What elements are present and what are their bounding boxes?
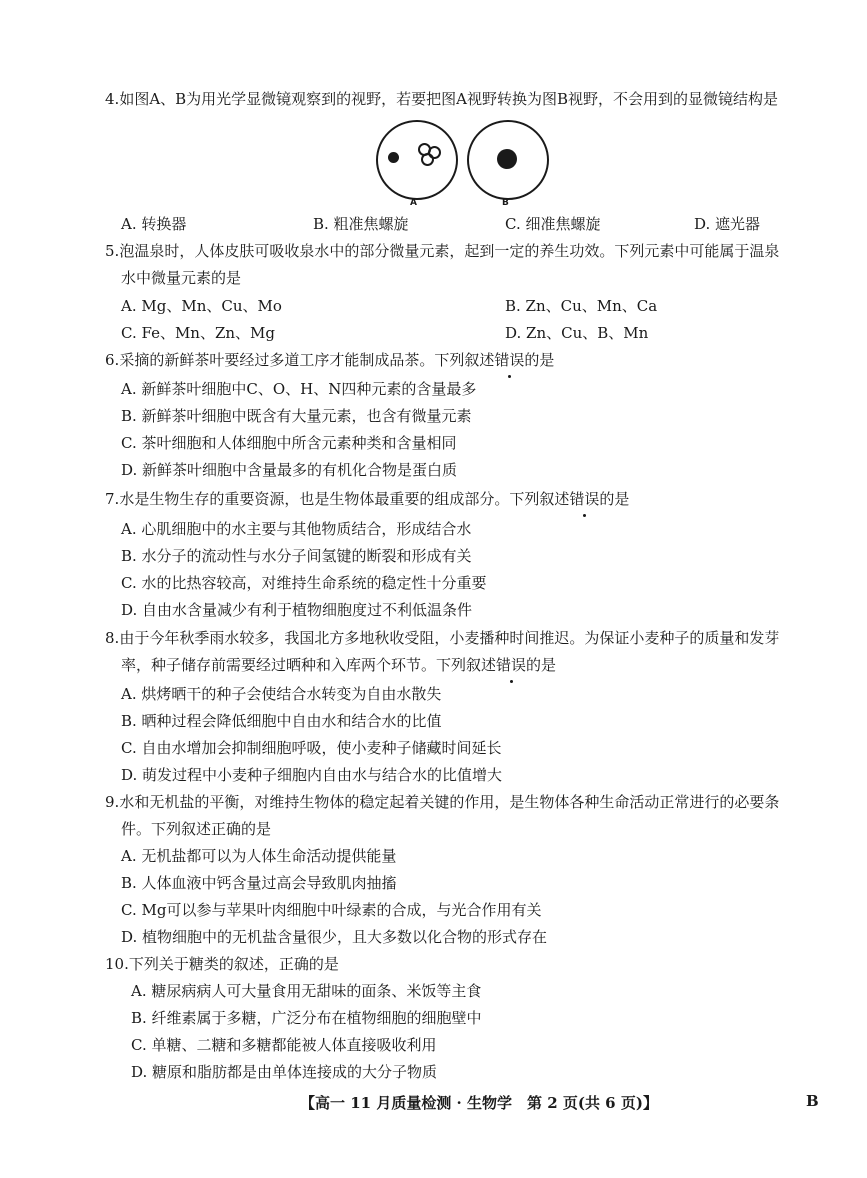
paper-version: B [806, 1092, 819, 1110]
question-7 [105, 486, 825, 513]
question-6 [105, 347, 825, 374]
option-a: A. 无机盐都可以为人体生命活动提供能量 [121, 847, 397, 865]
question-10 [105, 951, 825, 978]
question-number: 6. [105, 351, 120, 369]
cell-dot-large [497, 149, 517, 169]
question-text-end: 的是 [524, 351, 555, 369]
question-number: 9. [105, 793, 120, 811]
option-d: D. 新鲜茶叶细胞中含量最多的有机化合物是蛋白质 [121, 461, 458, 479]
emphasis-text: 错误 [496, 652, 526, 679]
question-text-line1: 泡温泉时，人体皮肤可吸收泉水中的部分微量元素，起到一定的养生功效。下列元素中可能属于温泉 [119, 242, 780, 260]
question-4 [105, 86, 825, 113]
emphasis-text: 错误 [494, 347, 524, 374]
question-number: 7. [105, 490, 120, 508]
figure-label-a: A [410, 198, 417, 208]
option-c: C. 单糖、二糖和多糖都能被人体直接吸收利用 [131, 1036, 437, 1054]
question-text: 下列关于糖类的叙述，正确的是 [128, 955, 339, 973]
option-c: C. 细准焦螺旋 [505, 215, 601, 233]
option-a: A. 转换器 [121, 215, 187, 233]
option-c: C. Fe、Mn、Zn、Mg [121, 324, 276, 342]
option-b: B. 水分子的流动性与水分子间氢键的断裂和形成有关 [121, 547, 472, 565]
option-d: D. 遮光器 [694, 215, 761, 233]
option-a: A. Mg、Mn、Cu、Mo [121, 297, 282, 315]
option-b: B. Zn、Cu、Mn、Ca [505, 297, 658, 315]
question-text: 如图A、B为用光学显微镜观察到的视野，若要把图A视野转换为图B视野，不会用到的显微镜结构是 [119, 90, 779, 108]
question-number: 10. [105, 955, 129, 973]
option-d: D. 自由水含量减少有利于植物细胞度过不利低温条件 [121, 601, 473, 619]
page-footer: 【高一 11 月质量检测 · 生物学 第 2 页(共 6 页)】 [300, 1094, 658, 1112]
question-number: 5. [105, 242, 120, 260]
cell-dot-small [388, 152, 399, 163]
question-number: 8. [105, 629, 120, 647]
question-9-line2: 件。下列叙述正确的是 [121, 820, 272, 838]
option-a: A. 烘烤晒干的种子会使结合水转变为自由水散失 [121, 685, 442, 703]
question-5-line2: 水中微量元素的是 [121, 269, 242, 287]
option-b: B. 粗准焦螺旋 [313, 215, 409, 233]
option-a: A. 新鲜茶叶细胞中C、O、H、N四种元素的含量最多 [121, 380, 477, 398]
option-b: B. 晒种过程会降低细胞中自由水和结合水的比值 [121, 712, 442, 730]
option-a: A. 心肌细胞中的水主要与其他物质结合，形成结合水 [121, 520, 472, 538]
bubble-3 [421, 153, 434, 166]
option-d: D. 糖原和脂肪都是由单体连接成的大分子物质 [131, 1063, 438, 1081]
option-c: C. 自由水增加会抑制细胞呼吸，使小麦种子储藏时间延长 [121, 739, 502, 757]
option-a: A. 糖尿病病人可大量食用无甜味的面条、米饭等主食 [131, 982, 482, 1000]
option-c: C. 茶叶细胞和人体细胞中所含元素种类和含量相同 [121, 434, 457, 452]
option-b: B. 纤维素属于多糖，广泛分布在植物细胞的细胞壁中 [131, 1009, 482, 1027]
option-d: D. 萌发过程中小麦种子细胞内自由水与结合水的比值增大 [121, 766, 503, 784]
option-c: C. Mg可以参与苹果叶肉细胞中叶绿素的合成，与光合作用有关 [121, 901, 542, 919]
option-c: C. 水的比热容较高，对维持生命系统的稳定性十分重要 [121, 574, 487, 592]
question-text: 水是生物生存的重要资源，也是生物体最重要的组成部分。下列叙述 [119, 490, 570, 508]
question-text-end: 的是 [599, 490, 630, 508]
question-8-line2 [121, 652, 841, 679]
question-text-end: 的是 [526, 656, 557, 674]
emphasis-text: 错误 [569, 486, 599, 513]
option-b: B. 人体血液中钙含量过高会导致肌肉抽搐 [121, 874, 397, 892]
question-text: 采摘的新鲜茶叶要经过多道工序才能制成品茶。下列叙述 [119, 351, 495, 369]
option-d: D. Zn、Cu、B、Mn [505, 324, 649, 342]
question-5 [105, 238, 825, 265]
option-d: D. 植物细胞中的无机盐含量很少，且大多数以化合物的形式存在 [121, 928, 548, 946]
question-text-line1: 由于今年秋季雨水较多，我国北方多地秋收受阻，小麦播种时间推迟。为保证小麦种子的质量和发芽 [119, 629, 780, 647]
question-text: 率，种子储存前需要经过晒种和入库两个环节。下列叙述 [121, 656, 497, 674]
question-9 [105, 789, 825, 816]
question-8 [105, 625, 825, 652]
option-b: B. 新鲜茶叶细胞中既含有大量元素，也含有微量元素 [121, 407, 472, 425]
figure-label-b: B [502, 198, 509, 208]
field-of-view-a [376, 120, 458, 200]
question-text-line1: 水和无机盐的平衡，对维持生物体的稳定起着关键的作用，是生物体各种生命活动正常进行的必要条 [119, 793, 780, 811]
question-number: 4. [105, 90, 120, 108]
field-of-view-b [467, 120, 549, 200]
